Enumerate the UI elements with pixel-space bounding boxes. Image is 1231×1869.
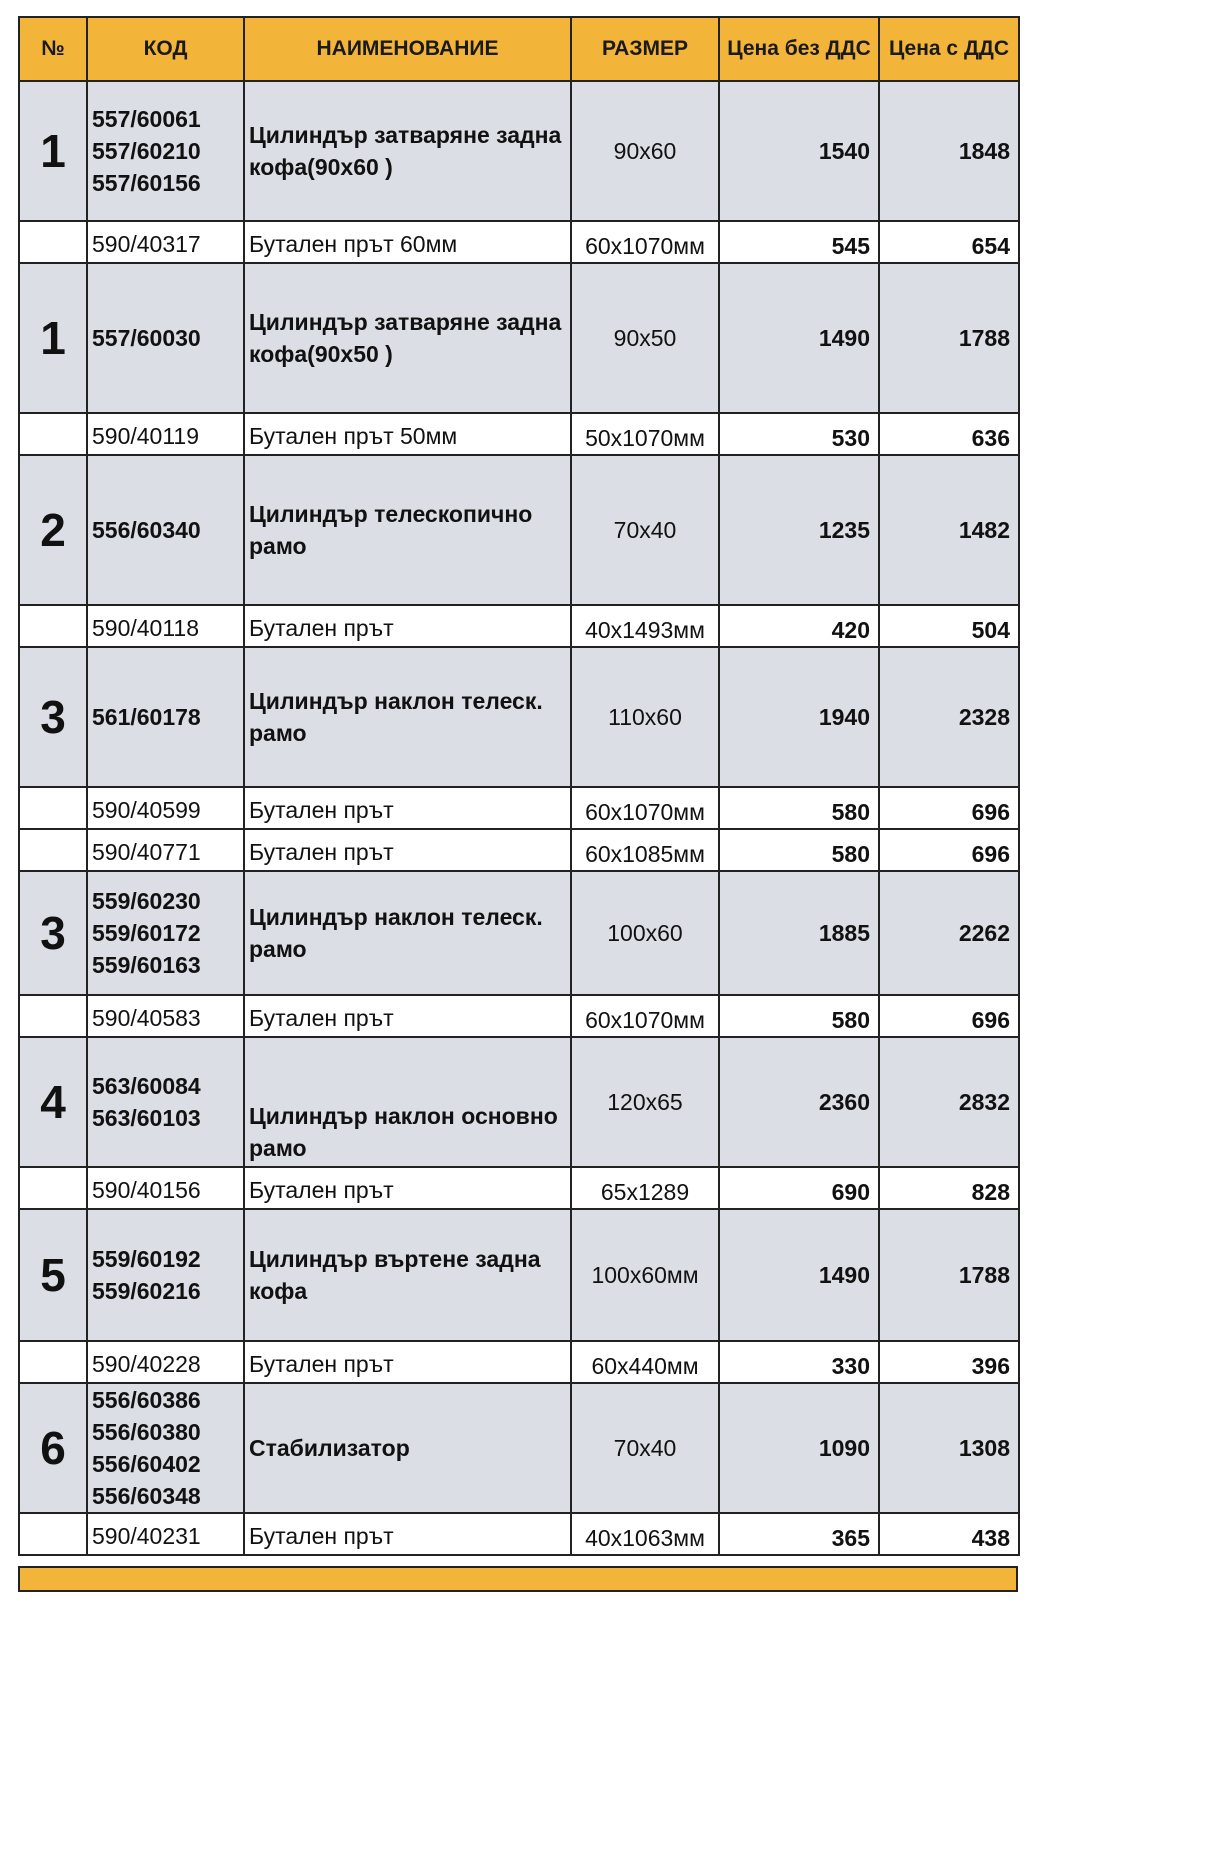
row-number: 5 <box>19 1209 87 1341</box>
part-code: 556/60380 <box>92 1419 201 1445</box>
row-name: Цилиндър наклон телеск. рамо <box>244 871 571 995</box>
table-row-rod <box>19 413 1019 455</box>
row-codes <box>87 1383 244 1513</box>
row-size: 40х1063мм <box>571 1513 719 1555</box>
table-row-rod <box>19 787 1019 829</box>
row-price-vat: 1482 <box>879 455 1019 605</box>
row-price-net: 530 <box>719 413 879 455</box>
row-codes <box>87 221 244 263</box>
part-code: 557/60156 <box>92 170 201 196</box>
footer-bar <box>18 1566 1018 1592</box>
row-price-vat: 2832 <box>879 1037 1019 1167</box>
row-number <box>19 1167 87 1209</box>
header-code: КОД <box>87 17 244 81</box>
part-code: 563/60103 <box>92 1105 201 1131</box>
row-size: 60х1070мм <box>571 995 719 1037</box>
row-size: 120х65 <box>571 1037 719 1167</box>
part-code: 561/60178 <box>92 704 201 730</box>
row-codes <box>87 995 244 1037</box>
row-size: 100х60 <box>571 871 719 995</box>
row-name: Бутален прът <box>244 995 571 1037</box>
row-number <box>19 221 87 263</box>
row-price-vat: 504 <box>879 605 1019 647</box>
table-row-cylinder <box>19 455 1019 605</box>
part-code: 557/60061 <box>92 106 201 132</box>
row-size: 65х1289 <box>571 1167 719 1209</box>
table-row-cylinder <box>19 1037 1019 1167</box>
row-price-net: 2360 <box>719 1037 879 1167</box>
part-code: 590/40317 <box>92 231 201 257</box>
part-code: 590/40599 <box>92 797 201 823</box>
row-price-net: 1540 <box>719 81 879 221</box>
row-size: 70х40 <box>571 455 719 605</box>
row-number: 6 <box>19 1383 87 1513</box>
row-price-vat: 1788 <box>879 1209 1019 1341</box>
table-row-cylinder <box>19 1383 1019 1513</box>
row-name: Бутален прът <box>244 787 571 829</box>
row-name: Бутален прът 60мм <box>244 221 571 263</box>
header-number: № <box>19 17 87 81</box>
row-codes <box>87 787 244 829</box>
row-price-vat: 2328 <box>879 647 1019 787</box>
header-size: РАЗМЕР <box>571 17 719 81</box>
row-price-vat: 1308 <box>879 1383 1019 1513</box>
part-code: 590/40118 <box>92 615 200 641</box>
row-price-vat: 1848 <box>879 81 1019 221</box>
part-code: 590/40583 <box>92 1005 201 1031</box>
table-row-rod <box>19 1513 1019 1555</box>
row-size: 40х1493мм <box>571 605 719 647</box>
part-code: 559/60192 <box>92 1246 201 1272</box>
row-price-net: 1090 <box>719 1383 879 1513</box>
row-name: Цилиндър наклон телеск. рамо <box>244 647 571 787</box>
part-code: 557/60030 <box>92 325 201 351</box>
row-number: 1 <box>19 81 87 221</box>
row-price-vat: 828 <box>879 1167 1019 1209</box>
row-price-vat: 654 <box>879 221 1019 263</box>
part-code: 590/40228 <box>92 1351 201 1377</box>
part-code: 559/60230 <box>92 888 201 914</box>
part-code: 556/60340 <box>92 517 201 543</box>
table-row-cylinder <box>19 1209 1019 1341</box>
row-number <box>19 1341 87 1383</box>
row-price-vat: 696 <box>879 829 1019 871</box>
row-codes <box>87 1513 244 1555</box>
row-codes <box>87 1037 244 1167</box>
part-code: 556/60402 <box>92 1451 201 1477</box>
part-code: 559/60216 <box>92 1278 201 1304</box>
part-code: 559/60163 <box>92 952 201 978</box>
row-price-net: 1490 <box>719 1209 879 1341</box>
table-row-rod <box>19 995 1019 1037</box>
row-price-net: 580 <box>719 829 879 871</box>
part-code: 556/60348 <box>92 1483 201 1509</box>
price-list-sheet <box>18 16 1018 1556</box>
row-name: Бутален прът <box>244 829 571 871</box>
row-size: 60х440мм <box>571 1341 719 1383</box>
table-row-cylinder <box>19 871 1019 995</box>
row-codes <box>87 647 244 787</box>
row-price-vat: 636 <box>879 413 1019 455</box>
row-name: Бутален прът <box>244 1341 571 1383</box>
row-number <box>19 829 87 871</box>
row-number <box>19 1513 87 1555</box>
table-row-cylinder <box>19 81 1019 221</box>
row-size: 60х1070мм <box>571 221 719 263</box>
row-number: 4 <box>19 1037 87 1167</box>
table-body <box>19 81 1019 1555</box>
row-codes <box>87 413 244 455</box>
part-code: 559/60172 <box>92 920 201 946</box>
row-size: 110х60 <box>571 647 719 787</box>
row-codes <box>87 81 244 221</box>
row-price-net: 1885 <box>719 871 879 995</box>
price-table <box>18 16 1020 1556</box>
row-size: 100х60мм <box>571 1209 719 1341</box>
row-name: Бутален прът <box>244 605 571 647</box>
part-code: 556/60386 <box>92 1387 201 1413</box>
row-number: 3 <box>19 647 87 787</box>
row-codes <box>87 455 244 605</box>
part-code: 563/60084 <box>92 1073 201 1099</box>
header-name: НАИМЕНОВАНИЕ <box>244 17 571 81</box>
row-codes <box>87 829 244 871</box>
row-size: 50х1070мм <box>571 413 719 455</box>
table-row-rod <box>19 221 1019 263</box>
row-price-vat: 1788 <box>879 263 1019 413</box>
row-price-net: 365 <box>719 1513 879 1555</box>
table-header-row <box>19 17 1019 81</box>
row-codes <box>87 871 244 995</box>
row-name: Стабилизатор <box>244 1383 571 1513</box>
row-number <box>19 413 87 455</box>
row-name: Бутален прът <box>244 1513 571 1555</box>
table-row-cylinder <box>19 647 1019 787</box>
row-price-net: 420 <box>719 605 879 647</box>
table-row-rod <box>19 1341 1019 1383</box>
table-row-rod <box>19 605 1019 647</box>
row-price-net: 690 <box>719 1167 879 1209</box>
row-codes <box>87 1209 244 1341</box>
row-codes <box>87 263 244 413</box>
row-size: 60х1085мм <box>571 829 719 871</box>
table-row-rod <box>19 1167 1019 1209</box>
part-code: 557/60210 <box>92 138 201 164</box>
row-price-net: 545 <box>719 221 879 263</box>
row-number <box>19 787 87 829</box>
row-name: Цилиндър въртене задна кофа <box>244 1209 571 1341</box>
row-name: Цилиндър наклон основно рамо <box>244 1037 571 1167</box>
row-name: Цилиндър затваряне задна кофа(90х60 ) <box>244 81 571 221</box>
row-price-net: 1940 <box>719 647 879 787</box>
part-code: 590/40156 <box>92 1177 201 1203</box>
header-price-vat: Цена с ДДС <box>879 17 1019 81</box>
row-number: 1 <box>19 263 87 413</box>
row-name: Бутален прът <box>244 1167 571 1209</box>
table-row-rod <box>19 829 1019 871</box>
header-price-net: Цена без ДДС <box>719 17 879 81</box>
row-price-vat: 396 <box>879 1341 1019 1383</box>
row-price-vat: 2262 <box>879 871 1019 995</box>
row-number: 2 <box>19 455 87 605</box>
row-size: 90х60 <box>571 81 719 221</box>
part-code: 590/40119 <box>92 423 200 449</box>
table-row-cylinder <box>19 263 1019 413</box>
row-price-vat: 438 <box>879 1513 1019 1555</box>
row-name: Цилиндър телескопично рамо <box>244 455 571 605</box>
part-code: 590/40231 <box>92 1523 201 1549</box>
row-codes <box>87 605 244 647</box>
row-size: 70х40 <box>571 1383 719 1513</box>
part-code: 590/40771 <box>92 839 201 865</box>
row-size: 60х1070мм <box>571 787 719 829</box>
row-name: Бутален прът 50мм <box>244 413 571 455</box>
row-size: 90х50 <box>571 263 719 413</box>
row-codes <box>87 1341 244 1383</box>
row-number <box>19 605 87 647</box>
row-price-vat: 696 <box>879 787 1019 829</box>
row-codes <box>87 1167 244 1209</box>
row-price-net: 330 <box>719 1341 879 1383</box>
row-price-net: 1235 <box>719 455 879 605</box>
row-price-net: 1490 <box>719 263 879 413</box>
row-price-net: 580 <box>719 787 879 829</box>
row-name: Цилиндър затваряне задна кофа(90х50 ) <box>244 263 571 413</box>
row-number <box>19 995 87 1037</box>
row-number: 3 <box>19 871 87 995</box>
row-price-vat: 696 <box>879 995 1019 1037</box>
row-price-net: 580 <box>719 995 879 1037</box>
